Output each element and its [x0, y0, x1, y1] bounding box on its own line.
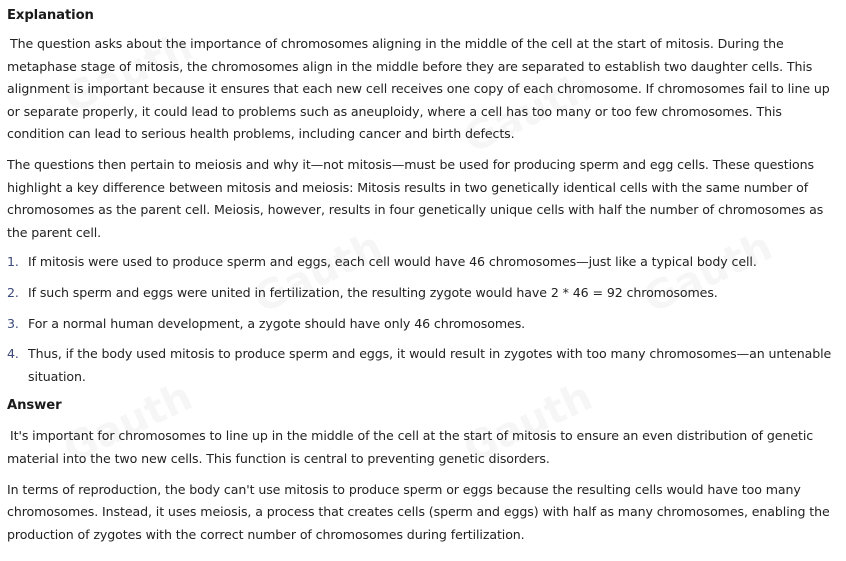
explanation-heading: Explanation — [7, 8, 94, 23]
explanation-paragraph: The questions then pertain to meiosis and why it—not mitosis—must be used for producing sperm and egg cells. These questions highlight a key difference between mitosis and meiosis: Mitosis results in two genetically identical cells with the same number of chromosomes as the parent cell. Meiosis, however, results in four genetically unique cells with half the number of chromosomes as the parent cell. — [7, 156, 824, 240]
answer-paragraph: It's important for chromosomes to line up in the middle of the cell at the start of mitosis to ensure an even distribution of genetic material into the two new cells. This function is central to preventing genetic disorders. — [7, 428, 814, 466]
explanation-paragraph: The question asks about the importance of chromosomes aligning in the middle of the cell at the start of mitosis. During the metaphase stage of mitosis, the chromosomes align in the middle before they are separated to establish two daughter cells. This alignment is important because it ensures that each new cell receives one copy of each chromosome. If chromosomes fail to line up or separate properly, it could lead to problems such as aneuploidy, where a cell has too many or too few chromosomes. This condition can lead to serious health problems, including cancer and birth defects. — [7, 36, 830, 142]
step-text: Thus, if the body used mitosis to produce sperm and eggs, it would result in zygotes with too many chromosomes—an untenable situation. — [28, 346, 832, 384]
step-number: 4. — [7, 346, 19, 362]
list-item — [7, 251, 841, 274]
step-text: If mitosis were used to produce sperm and eggs, each cell would have 46 chromosomes—just like a typical body cell. — [28, 254, 757, 270]
list-item — [7, 343, 841, 388]
step-number: 1. — [7, 254, 19, 270]
step-text: If such sperm and eggs were united in fertilization, the resulting zygote would have 2 * 46 = 92 chromosomes. — [28, 284, 718, 300]
step-number: 2. — [7, 284, 19, 300]
list-item — [7, 282, 841, 305]
answer-heading: Answer — [7, 398, 62, 414]
step-number: 3. — [7, 315, 19, 331]
list-item — [7, 313, 841, 336]
step-text: For a normal human development, a zygote should have only 46 chromosomes. — [28, 315, 526, 331]
solution-content — [7, 6, 841, 546]
explanation-steps — [7, 251, 841, 388]
answer-paragraph: In terms of reproduction, the body can't use mitosis to produce sperm or eggs because the resulting cells would have too many chromosomes. Instead, it uses meiosis, a process that creates cells (sperm and eggs) with half as many chromosomes, enabling the production of zygotes with the correct number of chromosomes during fertilization. — [7, 481, 830, 542]
